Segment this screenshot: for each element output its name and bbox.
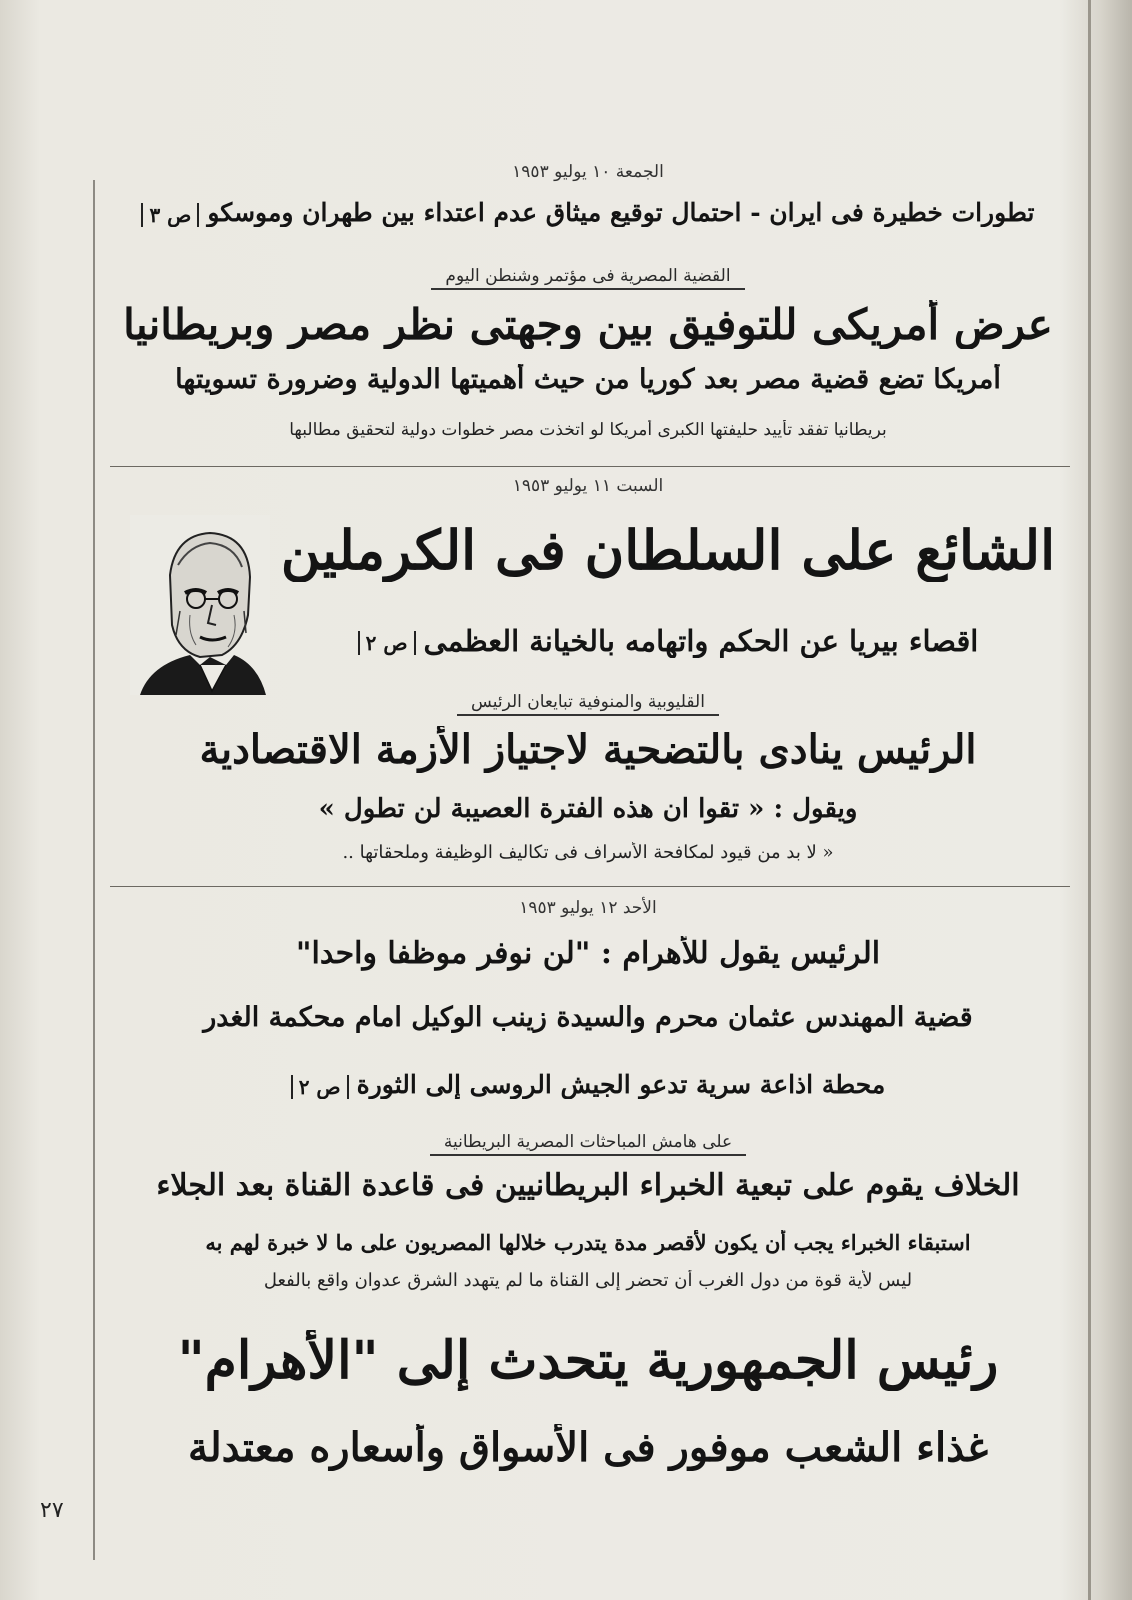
- separator-2: [110, 886, 1070, 887]
- issue-2-kicker: [118, 692, 1058, 712]
- issue-1-small-line: بريطانيا تفقد تأييد حليفتها الكبرى أمريكا لو اتخذت مصر خطوات دولية لتحقيق مطالبها: [289, 420, 887, 440]
- issue-3-line-2: قضية المهندس عثمان محرم والسيدة زينب الوكيل امام محكمة الغدر: [203, 1002, 973, 1033]
- issue-2-headline-2: الرئيس ينادى بالتضحية لاجتياز الأزمة الاقتصادية: [199, 726, 977, 773]
- issue-1-top-headline-text: تطورات خطيرة فى ايران - احتمال توقيع ميثاق عدم اعتداء بين طهران وموسكو: [207, 198, 1035, 227]
- issue-2-sub-ref: ص ٢: [358, 631, 416, 655]
- issue-2-sub-headline: [278, 624, 1058, 658]
- issue-1-main-headline: عرض أمريكى للتوفيق بين وجهتى نظر مصر وبريطانيا: [123, 300, 1053, 349]
- page-edge: [1088, 0, 1091, 1600]
- portrait-illustration: [130, 515, 270, 695]
- issue-1-kicker: [118, 266, 1058, 286]
- issue-2-main-headline: الشائع على السلطان فى الكرملين: [280, 518, 1056, 582]
- issue-3-line-1: الرئيس يقول للأهرام : "لن نوفر موظفا واحدا": [295, 936, 881, 971]
- page-number: ٢٧: [40, 1498, 64, 1523]
- issue-2-quote-line: ويقول : « تقوا ان هذه الفترة العصيبة لن تطول »: [318, 794, 858, 824]
- issue-1-top-headline: [118, 198, 1058, 227]
- issue-3-kicker-text: على هامش المباحثات المصرية البريطانية: [430, 1132, 746, 1156]
- issue-2-small-line: « لا بد من قيود لمكافحة الأسراف فى تكاليف الوظيفة وملحقاتها ..: [342, 842, 834, 863]
- issue-3-kicker: [118, 1132, 1058, 1152]
- issue-1-sub-headline: أمريكا تضع قضية مصر بعد كوريا من حيث أهميتها الدولية وضرورة تسويتها: [175, 364, 1001, 395]
- issue-3-line-3: [118, 1070, 1058, 1099]
- separator-1: [110, 466, 1070, 467]
- issue-2-sub-headline-text: اقصاء بيريا عن الحكم واتهامه بالخيانة العظمى: [423, 624, 979, 658]
- left-margin-line: [93, 180, 95, 1560]
- issue-3-date: الأحد ١٢ يوليو ١٩٥٣: [519, 898, 657, 918]
- issue-3-line-3-text: محطة اذاعة سرية تدعو الجيش الروسى إلى الثورة: [356, 1070, 886, 1099]
- issue-3-big-headline: رئيس الجمهورية يتحدث إلى "الأهرام": [177, 1330, 999, 1391]
- issue-1-kicker-text: القضية المصرية فى مؤتمر وشنطن اليوم: [431, 266, 744, 290]
- issue-3-big-sub: غذاء الشعب موفور فى الأسواق وأسعاره معتدلة: [188, 1424, 988, 1471]
- issue-3-sub-1: استبقاء الخبراء يجب أن يكون لأقصر مدة يتدرب خلالها المصريون على ما لا خبرة لهم به: [205, 1230, 971, 1255]
- issue-2-kicker-text: القليوبية والمنوفية تبايعان الرئيس: [457, 692, 719, 716]
- issue-3-sub-2: ليس لأية قوة من دول الغرب أن تحضر إلى القناة ما لم يتهدد الشرق عدوان واقع بالفعل: [263, 1270, 913, 1291]
- issue-2-date: السبت ١١ يوليو ١٩٥٣: [512, 476, 664, 496]
- issue-1-top-ref: ص ٣: [141, 203, 199, 227]
- issue-1-date: الجمعة ١٠ يوليو ١٩٥٣: [512, 162, 664, 182]
- issue-3-line-3-ref: ص ٢: [291, 1075, 349, 1099]
- issue-3-headline-2: الخلاف يقوم على تبعية الخبراء البريطانيين فى قاعدة القناة بعد الجلاء: [156, 1168, 1020, 1203]
